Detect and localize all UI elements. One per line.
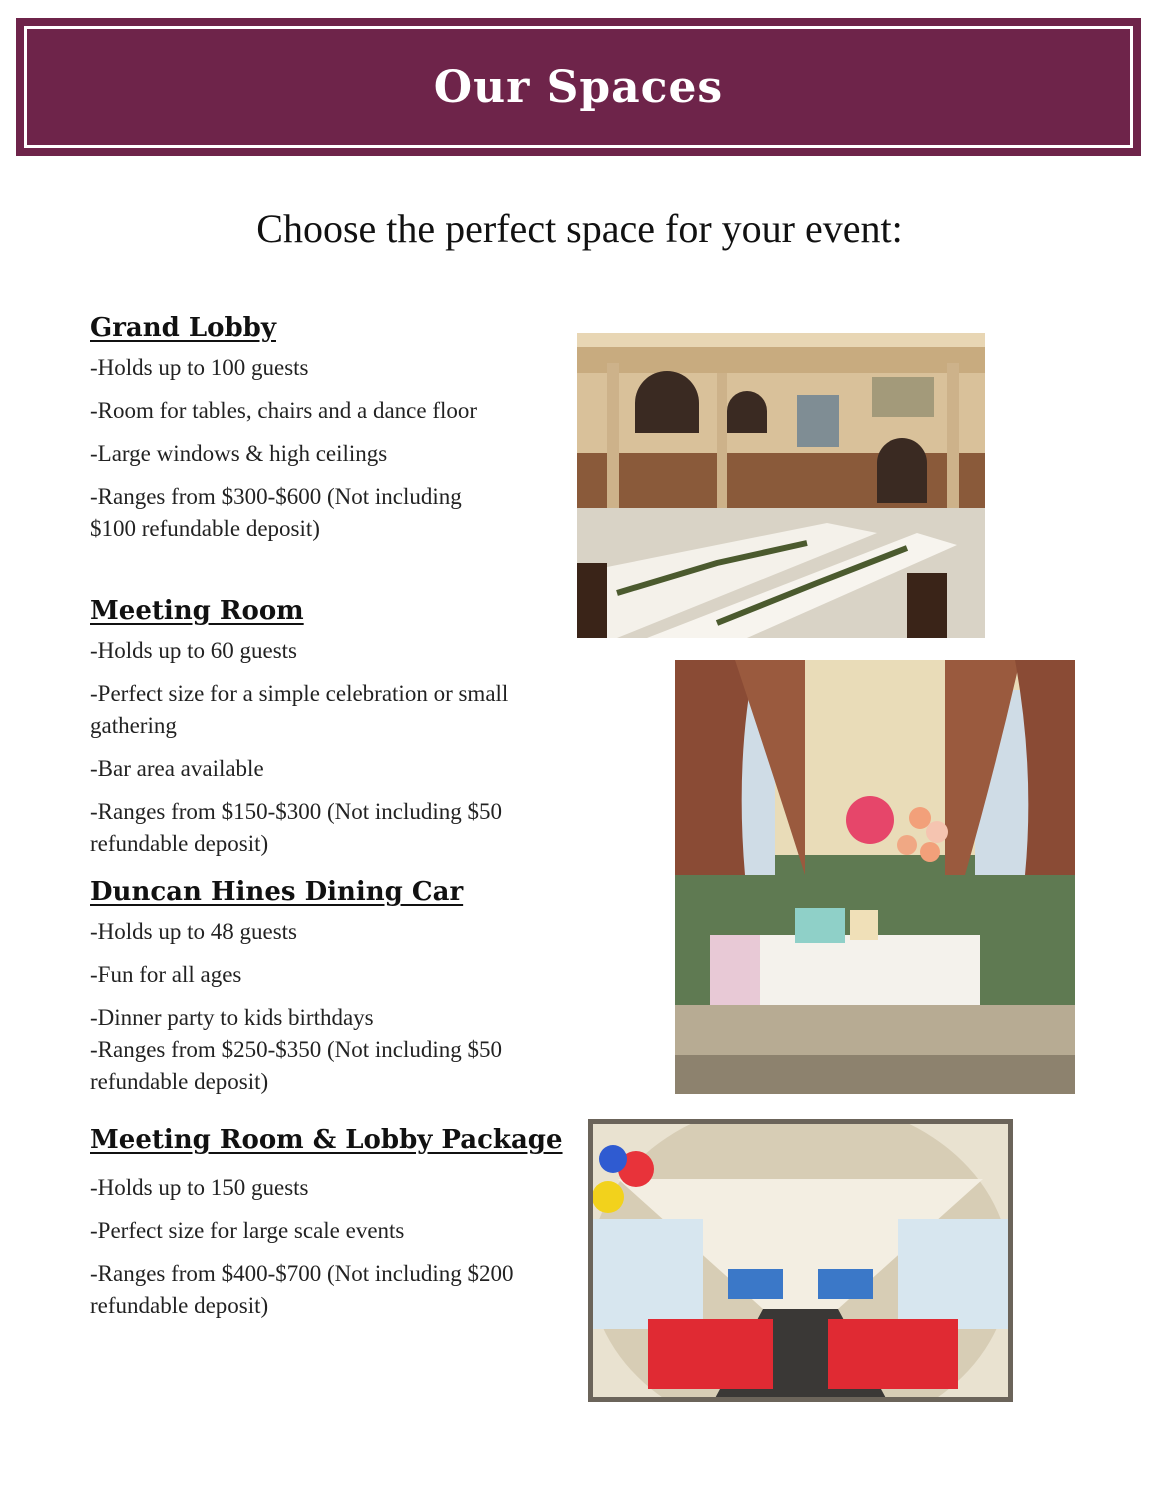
section-title: Grand Lobby <box>90 313 276 343</box>
section-line: -Ranges from $150-$300 (Not including $50 refundable deposit) <box>90 799 503 856</box>
page-title: Our Spaces <box>433 61 724 113</box>
header-banner <box>16 18 1141 156</box>
section-line: -Ranges from $250-$350 (Not including $50 refundable deposit) <box>90 1037 503 1094</box>
page-subtitle: Choose the perfect space for your event: <box>256 206 903 251</box>
section-line: -Perfect size for large scale events <box>90 1218 405 1243</box>
header-border <box>24 26 1133 148</box>
section-line: -Holds up to 48 guests <box>90 919 297 944</box>
section-meeting-room <box>90 595 540 860</box>
section-lobby-package <box>90 1124 563 1322</box>
section-line: -Perfect size for a simple celebration or small gathering <box>90 681 509 738</box>
meeting-room-photo <box>675 660 1075 1094</box>
section-line: -Holds up to 60 guests <box>90 638 297 663</box>
section-grand-lobby <box>90 312 490 545</box>
section-line: -Fun for all ages <box>90 962 242 987</box>
dining-car-photo <box>588 1119 1013 1402</box>
section-title: Meeting Room <box>90 596 304 626</box>
section-line: -Dinner party to kids birthdays <box>90 1005 374 1030</box>
section-duncan-hines-dining-car <box>90 876 590 1098</box>
section-line: -Bar area available <box>90 756 264 781</box>
section-line: -Holds up to 150 guests <box>90 1175 309 1200</box>
grand-lobby-photo <box>577 333 985 638</box>
section-line: -Holds up to 100 guests <box>90 355 309 380</box>
section-title: Meeting Room & Lobby Package <box>90 1125 563 1155</box>
section-line: -Large windows & high ceilings <box>90 441 388 466</box>
section-line: -Room for tables, chairs and a dance floor <box>90 398 478 423</box>
section-line: -Ranges from $300-$600 (Not including $100 refundable deposit) <box>90 484 462 541</box>
section-title: Duncan Hines Dining Car <box>90 877 464 907</box>
section-line: -Ranges from $400-$700 (Not including $200 refundable deposit) <box>90 1261 514 1318</box>
